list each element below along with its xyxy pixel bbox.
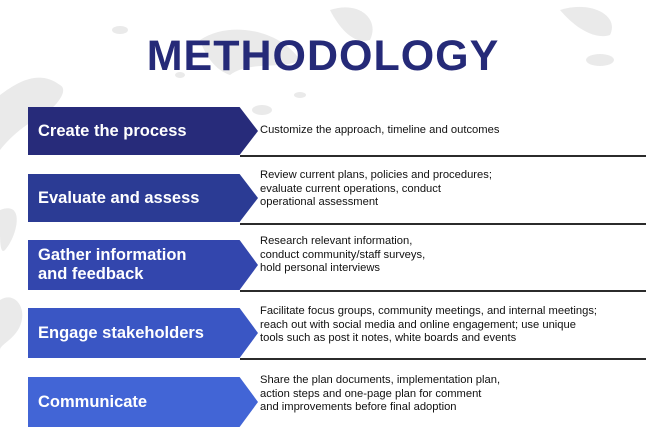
step-description [260,305,635,346]
description-line: action steps and one-page plan for comment [260,387,482,400]
divider-rule [240,290,646,292]
step-label-line: and feedback [38,265,144,283]
description-line: evaluate current operations, conduct [260,182,441,195]
description-line: hold personal interviews [260,262,381,274]
step-create-the-process [28,107,258,155]
step-label: Evaluate and assess [38,188,200,207]
step-label-line: Gather information [38,246,187,264]
description-line: and improvements before final adoption [260,401,457,413]
description-line: operational assessment [260,196,379,208]
divider-rule [240,155,646,157]
step-label: Create the process [38,121,187,140]
description-line: tools such as post it notes, white boards and events [260,332,517,344]
description-line: conduct community/staff surveys, [260,248,426,261]
description-line: Facilitate focus groups, community meetings, and internal meetings; [260,305,598,317]
description-line: Share the plan documents, implementation plan, [260,374,501,386]
description-line: Customize the approach, timeline and outcomes [260,124,500,136]
step-communicate [28,377,258,427]
step-description [260,124,635,138]
step-description [260,169,635,210]
step-gather-information [28,240,258,290]
step-description [260,235,635,276]
divider-rule [240,223,646,225]
step-label: Engage stakeholders [38,323,204,342]
page-title: METHODOLOGY [146,32,500,80]
step-label [38,240,238,290]
description-line: Research relevant information, [260,235,413,247]
description-line: reach out with social media and online engagement; use unique [260,318,576,331]
step-evaluate-and-assess [28,174,258,222]
step-label: Communicate [38,392,148,411]
divider-rule [240,358,646,360]
step-engage-stakeholders [28,308,258,358]
step-description [260,374,635,415]
description-line: Review current plans, policies and procedures; [260,169,492,181]
